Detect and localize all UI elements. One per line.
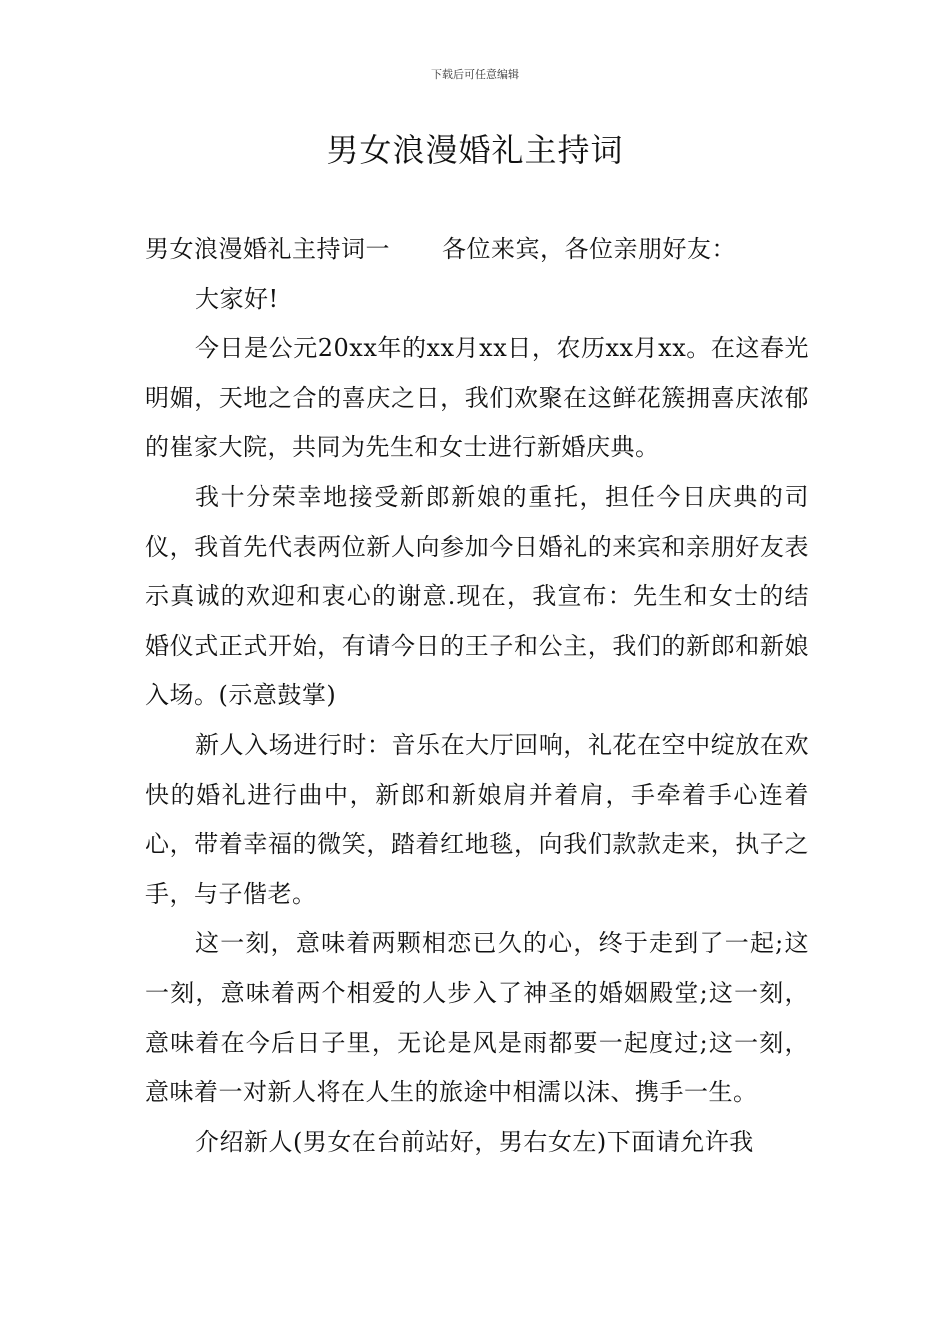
paragraph: 介绍新人(男女在台前站好，男右女左)下面请允许我 — [195, 1127, 754, 1156]
paragraph: 我十分荣幸地接受新郎新娘的重托，担任今日庆典的司仪，我首先代表两位新人向参加今日婚礼的来宾和亲朋好友表示真诚的欢迎和衷心的谢意.现在，我宣布：先生和女士的结婚仪式正式开始，有请今日的王子和公主，我们的新郎和新娘入场。(示意鼓掌) — [145, 482, 809, 710]
download-note: 下载后可任意编辑 — [431, 68, 519, 81]
paragraph: 新人入场进行时：音乐在大厅回响，礼花在空中绽放在欢快的婚礼进行曲中，新郎和新娘肩并着肩，手牵着手心连着心，带着幸福的微笑，踏着红地毯，向我们款款走来，执子之手，与子偕老。 — [145, 730, 809, 908]
opening-line — [145, 225, 809, 275]
paragraph: 今日是公元20xx年的xx月xx日，农历xx月xx。在这春光明媚，天地之合的喜庆之日，我们欢聚在这鲜花簇拥喜庆浓郁的崔家大院，共同为先生和女士进行新婚庆典。 — [145, 334, 809, 462]
paragraph: 这一刻，意味着两颗相恋已久的心，终于走到了一起;这一刻，意味着两个相爱的人步入了神圣的婚姻殿堂;这一刻，意味着在今后日子里，无论是风是雨都要一起度过;这一刻，意味着一对新人将在人生的旅途中相濡以沫、携手一生。 — [145, 929, 809, 1107]
paragraph: 大家好! — [195, 284, 279, 313]
opening-greeting: 各位来宾，各位亲朋好友： — [442, 235, 736, 263]
opening-label: 男女浪漫婚礼主持词一 — [145, 235, 390, 263]
document-title: 男女浪漫婚礼主持词 — [326, 131, 624, 169]
document-body — [145, 225, 809, 1167]
